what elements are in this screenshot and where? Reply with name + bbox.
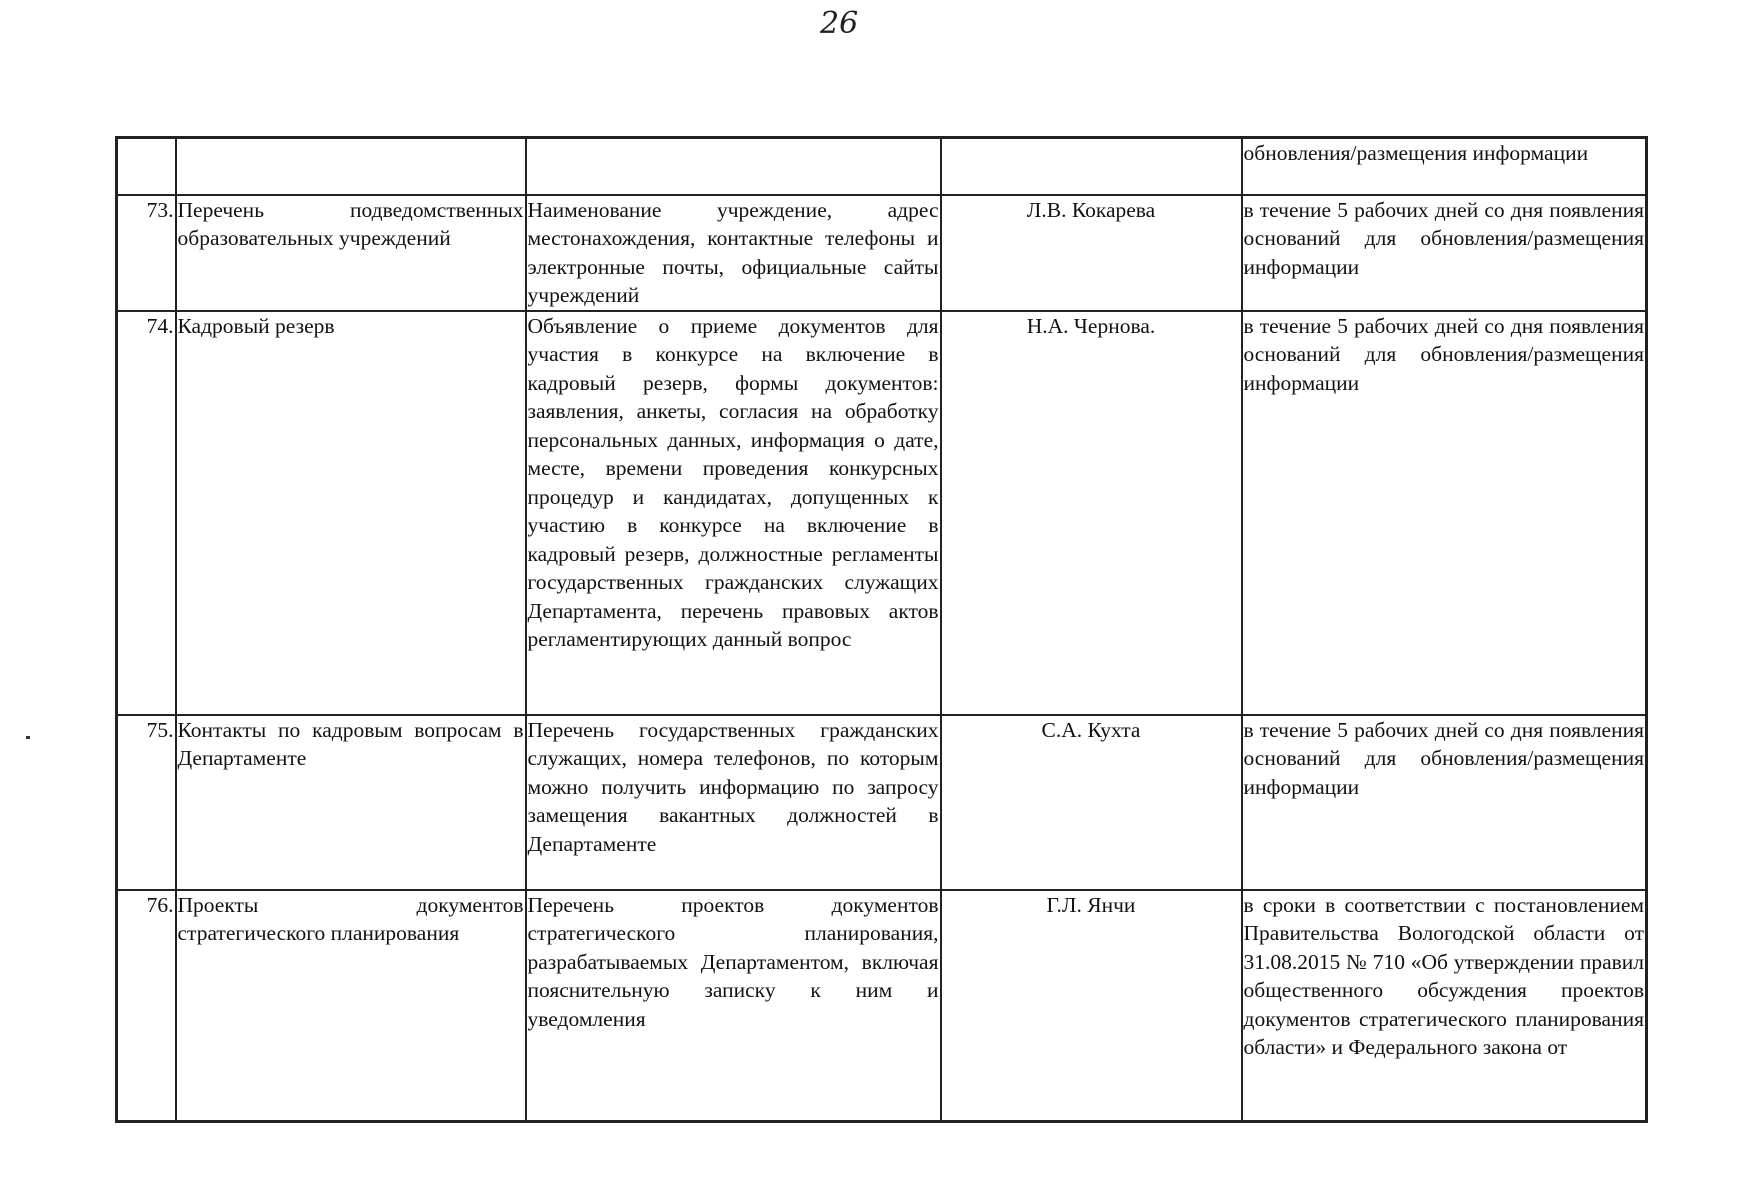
section-name: Кадровый резерв bbox=[176, 311, 526, 715]
table-row-73 bbox=[117, 195, 1647, 311]
responsible-person: Г.Л. Янчи bbox=[941, 890, 1242, 1122]
row-number bbox=[117, 138, 176, 195]
responsible-person bbox=[941, 138, 1242, 195]
responsible-person: Л.В. Кокарева bbox=[941, 195, 1242, 311]
update-deadline: в сроки в соответствии с постановлением Правительства Вологодской области от 31.08.2015 № 710 «Об утверждении правил общественного обсуждения проектов документов стратегического планирования области» и Федерального закона от bbox=[1242, 890, 1647, 1122]
section-name bbox=[176, 138, 526, 195]
page-number: 26 bbox=[820, 6, 859, 41]
responsible-person: Н.А. Чернова. bbox=[941, 311, 1242, 715]
section-content: Перечень государственных гражданских служащих, номера телефонов, по которым можно получить информацию по запросу замещения вакантных должностей в Департаменте bbox=[526, 715, 941, 890]
document-table bbox=[115, 136, 1648, 1123]
update-deadline: в течение 5 рабочих дней со дня появления оснований для обновления/размещения информации bbox=[1242, 195, 1647, 311]
row-number: 73. bbox=[117, 195, 176, 311]
update-deadline: в течение 5 рабочих дней со дня появления оснований для обновления/размещения информации bbox=[1242, 715, 1647, 890]
section-content: Объявление о приеме документов для участия в конкурсе на включение в кадровый резерв, формы документов: заявления, анкеты, согласия на обработку персональных данных, информация о дате, месте, времени проведения конкурсных процедур и кандидатах, допущенных к участию в конкурсе на включение в кадровый резерв, должностные регламенты государственных гражданских служащих Департамента, перечень правовых актов регламентирующих данный вопрос bbox=[526, 311, 941, 715]
stray-mark bbox=[26, 736, 30, 739]
section-content bbox=[526, 138, 941, 195]
section-name: Контакты по кадровым вопросам в Департаменте bbox=[176, 715, 526, 890]
responsible-person: С.А. Кухта bbox=[941, 715, 1242, 890]
section-name: Проекты документов стратегического планирования bbox=[176, 890, 526, 1122]
row-number: 75. bbox=[117, 715, 176, 890]
section-name: Перечень подведомственных образовательных учреждений bbox=[176, 195, 526, 311]
table-row-continued bbox=[117, 138, 1647, 195]
table-row-75 bbox=[117, 715, 1647, 890]
row-number: 76. bbox=[117, 890, 176, 1122]
row-number: 74. bbox=[117, 311, 176, 715]
section-content: Перечень проектов документов стратегического планирования, разрабатываемых Департаментом, включая пояснительную записку к ним и уведомления bbox=[526, 890, 941, 1122]
update-deadline: обновления/размещения информации bbox=[1242, 138, 1647, 195]
update-deadline: в течение 5 рабочих дней со дня появления оснований для обновления/размещения информации bbox=[1242, 311, 1647, 715]
table-row-74 bbox=[117, 311, 1647, 715]
section-content: Наименование учреждение, адрес местонахождения, контактные телефоны и электронные почты, официальные сайты учреждений bbox=[526, 195, 941, 311]
table-row-76 bbox=[117, 890, 1647, 1122]
